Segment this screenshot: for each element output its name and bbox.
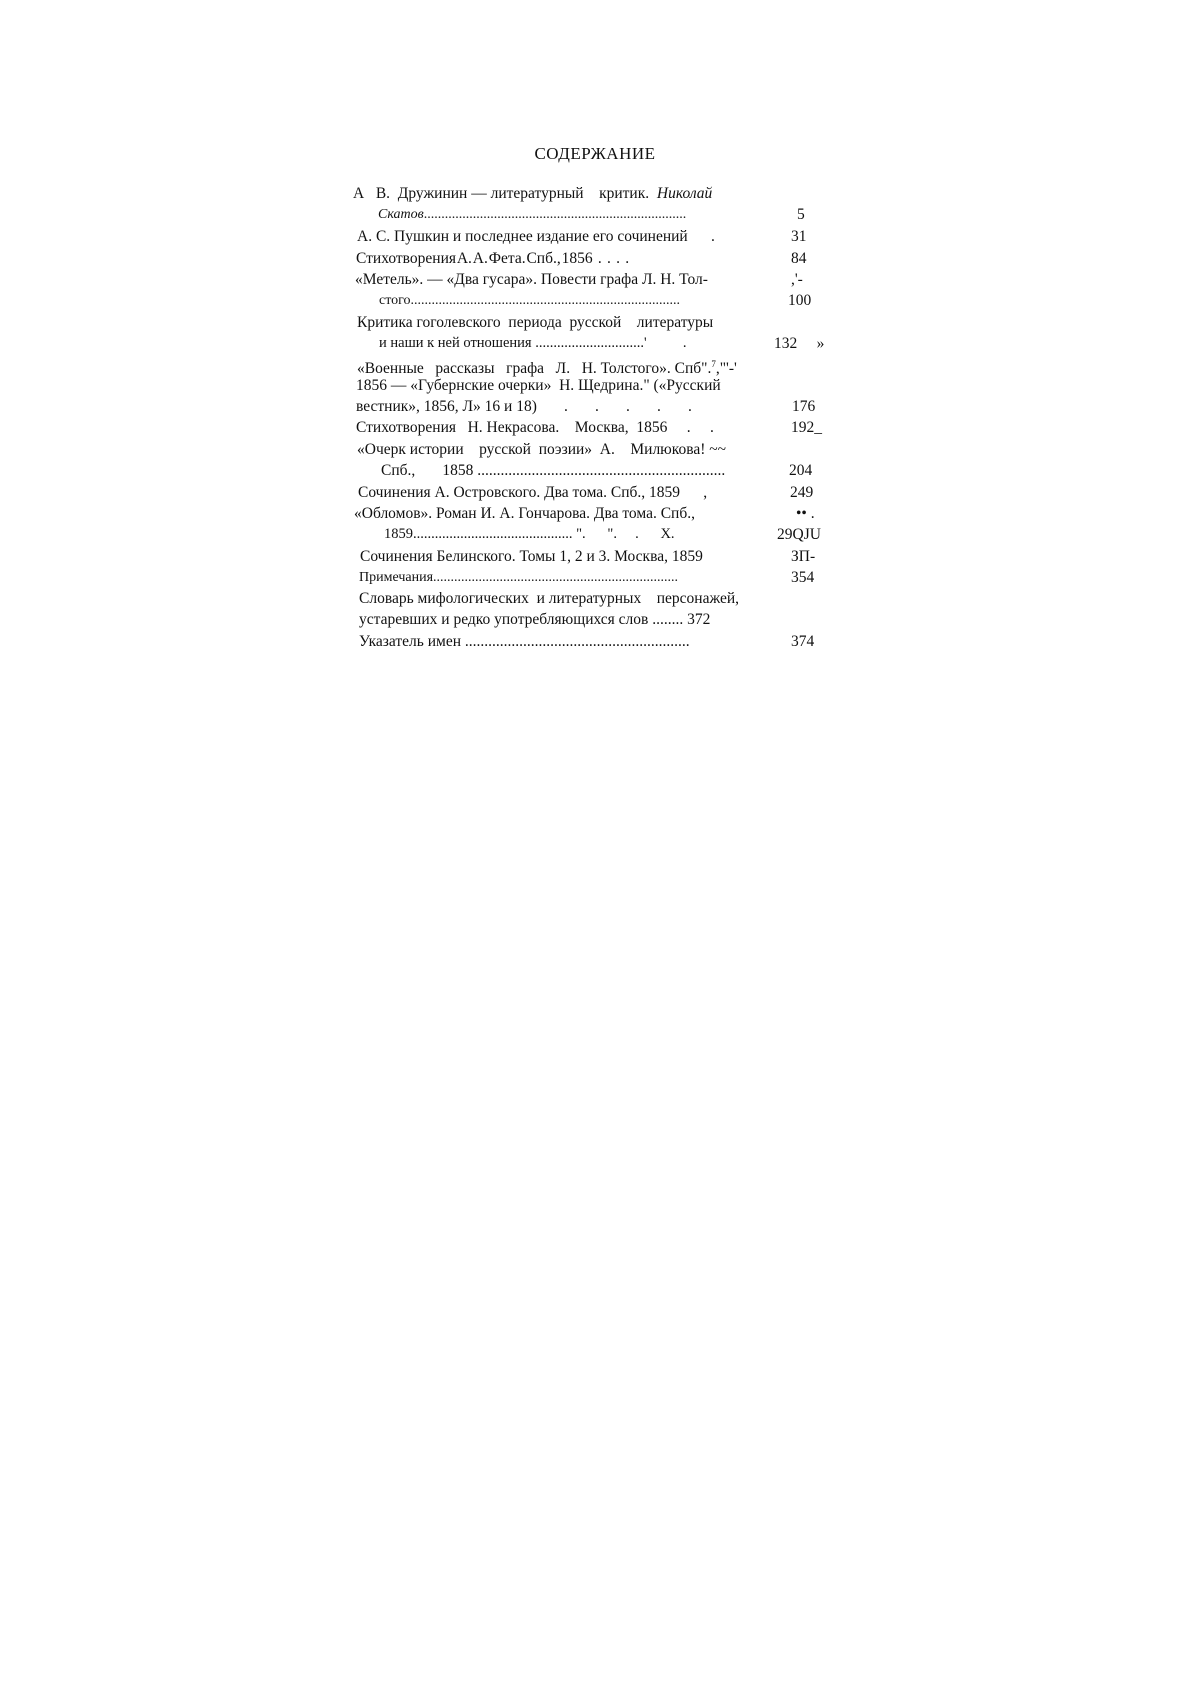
toc-page-number: 374 <box>791 633 815 650</box>
toc-entry-fet: Стихотворения А. А. Фета. Спб., 1856 . . . . <box>356 250 630 267</box>
toc-entry-glossary-cont: устаревших и редко употребляющихся слов ........ 372 <box>359 611 711 628</box>
toc-entry-text: «Военные рассказы графа Л. Н. Толстого». Спб". <box>357 360 712 378</box>
toc-page-number: 5 <box>797 206 805 223</box>
toc-entry-ostrovsky: Сочинения А. Островского. Два тома. Спб., 1859 , <box>358 484 708 501</box>
toc-entry-gogol-criticism: Критика гоголевского периода русской литературы <box>357 314 714 331</box>
toc-entry-glossary: Словарь мифологических и литературных персонажей, <box>359 590 739 607</box>
page-title: СОДЕРЖАНИЕ <box>534 144 656 163</box>
toc-entry-author: Николай <box>656 185 713 202</box>
toc-entry-nekrasov: Стихотворения Н. Некрасова. Москва, 1856 . . <box>356 419 714 436</box>
toc-page-number: 354 <box>791 569 815 586</box>
toc-entry-oblomov: «Обломов». Роман И. А. Гончарова. Два тома. Спб., <box>354 505 695 522</box>
toc-footnote-mark: 7 <box>711 359 716 369</box>
toc-entry-shchedrin: 1856 — «Губернские очерки» Н. Щедрина." («Русский <box>356 377 721 394</box>
toc-page-number: 84 <box>791 250 807 267</box>
toc-entry-druzhinin <box>353 184 712 203</box>
toc-entry-oblomov-cont: 1859............................................ ". ". . X. <box>384 526 675 542</box>
toc-page-number: 100 <box>788 292 812 309</box>
toc-leader-dots: ........................................................................... <box>423 207 687 222</box>
toc-page-number: •• . <box>796 505 815 522</box>
toc-page-number: 132 » <box>774 335 825 352</box>
toc-page-number: 192_ <box>791 419 822 436</box>
toc-page-number: ,'- <box>791 271 803 288</box>
toc-entry-druzhinin-cont <box>378 205 686 224</box>
toc-page-number: 204 <box>789 462 813 479</box>
toc-entry-name-index: Указатель имен .......................................................... <box>359 633 690 650</box>
toc-entry-tolstoy-stories <box>357 355 737 378</box>
toc-entry-milyukov-cont: Спб., 1858 ................................................................ <box>381 462 726 479</box>
toc-page-number: 176 <box>792 398 816 415</box>
toc-entry-noise: ,"'-' <box>715 360 737 378</box>
toc-entry-milyukov: «Очерк истории русской поэзии» А. Милюкова! ~~ <box>357 441 727 458</box>
toc-page-number: 31 <box>791 228 807 245</box>
toc-entry-notes: Примечания...................................................................... <box>359 570 679 585</box>
toc-entry-author: Скатов <box>378 207 424 222</box>
toc-entry-shchedrin-cont: вестник», 1856, Л» 16 и 18) . . . . . <box>356 398 692 415</box>
toc-entry-metel: «Метель». — «Два гусара». Повести графа Л. Н. Тол- <box>355 271 708 288</box>
toc-page-number: 29QJU <box>777 526 821 543</box>
toc-entry-text: А В. Дружинин — литературный критик. <box>353 185 657 202</box>
toc-entry-belinsky: Сочинения Белинского. Томы 1, 2 и 3. Москва, 1859 <box>360 548 703 565</box>
toc-entry-gogol-cont: и наши к ней отношения ..............................' . <box>379 335 687 351</box>
toc-entry-metel-cont: стого............................................................................. <box>379 293 681 308</box>
toc-page-number: 249 <box>790 484 814 501</box>
toc-entry-pushkin: А. С. Пушкин и последнее издание его сочинений . <box>357 228 715 245</box>
toc-page-number: ЗП- <box>791 548 816 565</box>
